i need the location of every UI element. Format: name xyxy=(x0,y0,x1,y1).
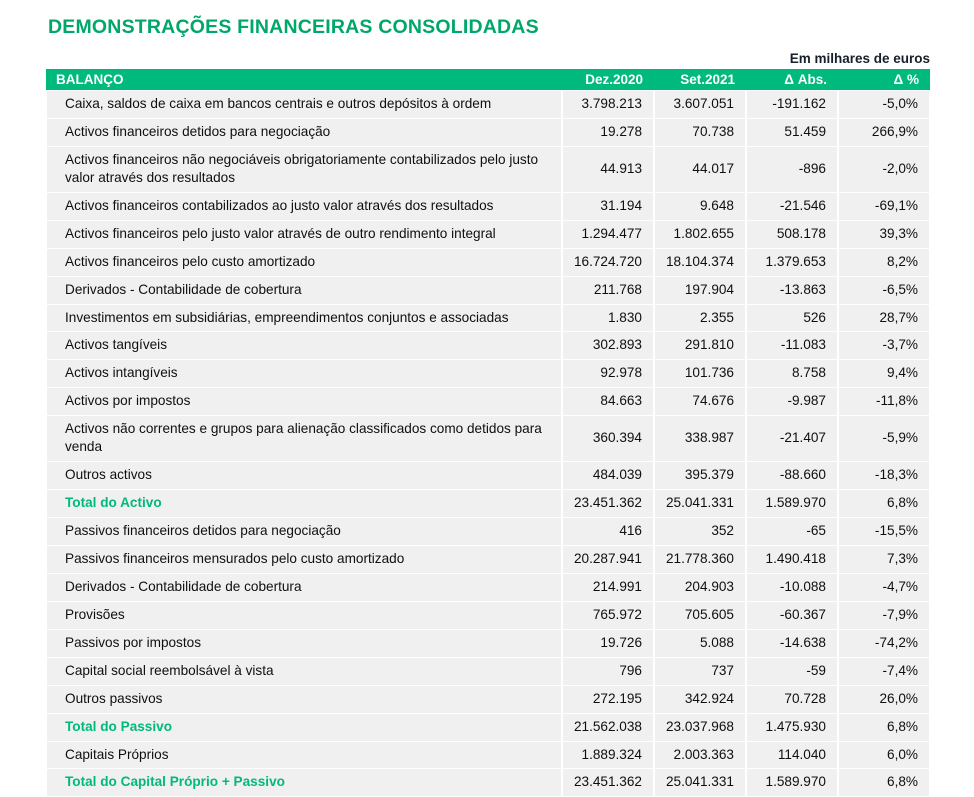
cell-delta-pct: -3,7% xyxy=(838,332,930,359)
row-label: Activos financeiros não negociáveis obrigatoriamente contabilizados pelo justo valor através dos resultados xyxy=(46,147,562,192)
cell-delta-pct: -11,8% xyxy=(838,388,930,415)
cell-dez2020: 19.278 xyxy=(562,119,654,146)
cell-dez2020: 21.562.038 xyxy=(562,714,654,741)
cell-set2021: 2.003.363 xyxy=(654,742,746,769)
cell-delta-abs: -88.660 xyxy=(746,462,838,489)
cell-delta-abs: 508.178 xyxy=(746,221,838,248)
cell-delta-abs: 526 xyxy=(746,305,838,332)
table-row xyxy=(46,574,930,601)
cell-dez2020: 1.889.324 xyxy=(562,742,654,769)
cell-delta-pct: 6,8% xyxy=(838,490,930,517)
balance-sheet-table xyxy=(46,68,930,797)
cell-dez2020: 84.663 xyxy=(562,388,654,415)
table-row xyxy=(46,221,930,248)
cell-delta-pct: 26,0% xyxy=(838,686,930,713)
cell-dez2020: 23.451.362 xyxy=(562,490,654,517)
table-row xyxy=(46,714,930,741)
row-label: Investimentos em subsidiárias, empreendimentos conjuntos e associadas xyxy=(46,305,562,332)
cell-dez2020: 3.798.213 xyxy=(562,91,654,118)
cell-dez2020: 19.726 xyxy=(562,630,654,657)
row-label: Activos tangíveis xyxy=(46,332,562,359)
cell-delta-abs: -60.367 xyxy=(746,602,838,629)
row-label: Outros passivos xyxy=(46,686,562,713)
row-label: Total do Passivo xyxy=(46,714,562,741)
cell-dez2020: 31.194 xyxy=(562,193,654,220)
cell-dez2020: 360.394 xyxy=(562,416,654,461)
row-label: Total do Capital Próprio + Passivo xyxy=(46,769,562,796)
cell-dez2020: 20.287.941 xyxy=(562,546,654,573)
units-caption: Em milhares de euros xyxy=(789,51,930,66)
cell-delta-pct: -6,5% xyxy=(838,277,930,304)
cell-delta-abs: -21.546 xyxy=(746,193,838,220)
cell-delta-pct: 6,8% xyxy=(838,769,930,796)
row-label: Passivos por impostos xyxy=(46,630,562,657)
cell-delta-pct: -5,9% xyxy=(838,416,930,461)
cell-set2021: 197.904 xyxy=(654,277,746,304)
cell-delta-abs: -11.083 xyxy=(746,332,838,359)
cell-dez2020: 484.039 xyxy=(562,462,654,489)
cell-delta-pct: -4,7% xyxy=(838,574,930,601)
row-label: Activos financeiros contabilizados ao justo valor através dos resultados xyxy=(46,193,562,220)
cell-delta-abs: 1.589.970 xyxy=(746,490,838,517)
cell-set2021: 25.041.331 xyxy=(654,769,746,796)
row-label: Activos financeiros pelo custo amortizado xyxy=(46,249,562,276)
row-label: Activos financeiros detidos para negociação xyxy=(46,119,562,146)
cell-delta-pct: 39,3% xyxy=(838,221,930,248)
cell-delta-abs: 8.758 xyxy=(746,360,838,387)
cell-set2021: 9.648 xyxy=(654,193,746,220)
cell-dez2020: 1.830 xyxy=(562,305,654,332)
cell-set2021: 395.379 xyxy=(654,462,746,489)
table-row xyxy=(46,686,930,713)
row-label: Activos não correntes e grupos para alienação classificados como detidos para venda xyxy=(46,416,562,461)
cell-dez2020: 23.451.362 xyxy=(562,769,654,796)
cell-dez2020: 214.991 xyxy=(562,574,654,601)
row-label: Activos por impostos xyxy=(46,388,562,415)
column-header-set2021: Set.2021 xyxy=(654,69,746,90)
cell-dez2020: 211.768 xyxy=(562,277,654,304)
cell-set2021: 352 xyxy=(654,518,746,545)
column-header-delta-abs: Δ Abs. xyxy=(746,69,838,90)
cell-set2021: 70.738 xyxy=(654,119,746,146)
cell-dez2020: 765.972 xyxy=(562,602,654,629)
cell-delta-abs: 51.459 xyxy=(746,119,838,146)
row-label: Outros activos xyxy=(46,462,562,489)
cell-delta-pct: 6,0% xyxy=(838,742,930,769)
cell-delta-abs: 1.490.418 xyxy=(746,546,838,573)
cell-set2021: 101.736 xyxy=(654,360,746,387)
cell-dez2020: 796 xyxy=(562,658,654,685)
cell-set2021: 25.041.331 xyxy=(654,490,746,517)
table-row xyxy=(46,769,930,796)
cell-delta-pct: -74,2% xyxy=(838,630,930,657)
cell-set2021: 74.676 xyxy=(654,388,746,415)
row-label: Caixa, saldos de caixa em bancos centrais e outros depósitos à ordem xyxy=(46,91,562,118)
row-label: Provisões xyxy=(46,602,562,629)
row-label: Passivos financeiros mensurados pelo custo amortizado xyxy=(46,546,562,573)
cell-delta-abs: 1.475.930 xyxy=(746,714,838,741)
cell-delta-pct: -7,4% xyxy=(838,658,930,685)
table-row xyxy=(46,147,930,192)
cell-delta-pct: 7,3% xyxy=(838,546,930,573)
cell-delta-abs: -65 xyxy=(746,518,838,545)
cell-set2021: 23.037.968 xyxy=(654,714,746,741)
cell-delta-abs: -14.638 xyxy=(746,630,838,657)
row-label: Derivados - Contabilidade de cobertura xyxy=(46,277,562,304)
cell-delta-abs: -13.863 xyxy=(746,277,838,304)
cell-set2021: 3.607.051 xyxy=(654,91,746,118)
table-row xyxy=(46,388,930,415)
table-row xyxy=(46,305,930,332)
cell-set2021: 1.802.655 xyxy=(654,221,746,248)
cell-delta-pct: 28,7% xyxy=(838,305,930,332)
cell-set2021: 44.017 xyxy=(654,147,746,192)
cell-delta-pct: 266,9% xyxy=(838,119,930,146)
table-row xyxy=(46,518,930,545)
cell-set2021: 2.355 xyxy=(654,305,746,332)
table-header-row xyxy=(46,69,930,90)
cell-dez2020: 44.913 xyxy=(562,147,654,192)
table-row xyxy=(46,119,930,146)
table-row xyxy=(46,332,930,359)
cell-delta-abs: -10.088 xyxy=(746,574,838,601)
table-row xyxy=(46,416,930,461)
cell-delta-pct: -15,5% xyxy=(838,518,930,545)
cell-set2021: 18.104.374 xyxy=(654,249,746,276)
table-body xyxy=(46,91,930,796)
cell-delta-pct: -18,3% xyxy=(838,462,930,489)
table-row xyxy=(46,546,930,573)
row-label: Total do Activo xyxy=(46,490,562,517)
cell-set2021: 291.810 xyxy=(654,332,746,359)
cell-delta-pct: 6,8% xyxy=(838,714,930,741)
cell-delta-abs: 1.589.970 xyxy=(746,769,838,796)
cell-delta-abs: -21.407 xyxy=(746,416,838,461)
cell-dez2020: 272.195 xyxy=(562,686,654,713)
cell-dez2020: 16.724.720 xyxy=(562,249,654,276)
cell-delta-pct: -2,0% xyxy=(838,147,930,192)
row-label: Activos intangíveis xyxy=(46,360,562,387)
table-row xyxy=(46,630,930,657)
cell-delta-abs: 70.728 xyxy=(746,686,838,713)
row-label: Capitais Próprios xyxy=(46,742,562,769)
row-label: Capital social reembolsável à vista xyxy=(46,658,562,685)
cell-set2021: 204.903 xyxy=(654,574,746,601)
cell-delta-abs: -9.987 xyxy=(746,388,838,415)
page-title: DEMONSTRAÇÕES FINANCEIRAS CONSOLIDADAS xyxy=(48,16,539,38)
cell-dez2020: 92.978 xyxy=(562,360,654,387)
cell-delta-pct: 9,4% xyxy=(838,360,930,387)
row-label: Passivos financeiros detidos para negociação xyxy=(46,518,562,545)
column-header-dez2020: Dez.2020 xyxy=(562,69,654,90)
table-row xyxy=(46,91,930,118)
cell-delta-pct: 8,2% xyxy=(838,249,930,276)
cell-delta-abs: 1.379.653 xyxy=(746,249,838,276)
cell-delta-abs: -896 xyxy=(746,147,838,192)
cell-set2021: 705.605 xyxy=(654,602,746,629)
cell-delta-abs: -191.162 xyxy=(746,91,838,118)
row-label: Derivados - Contabilidade de cobertura xyxy=(46,574,562,601)
cell-delta-abs: 114.040 xyxy=(746,742,838,769)
table-row xyxy=(46,360,930,387)
table-row xyxy=(46,658,930,685)
table-row xyxy=(46,490,930,517)
cell-set2021: 21.778.360 xyxy=(654,546,746,573)
cell-set2021: 342.924 xyxy=(654,686,746,713)
cell-delta-pct: -69,1% xyxy=(838,193,930,220)
table-header xyxy=(46,69,930,90)
table-row xyxy=(46,462,930,489)
cell-set2021: 5.088 xyxy=(654,630,746,657)
row-label: Activos financeiros pelo justo valor através de outro rendimento integral xyxy=(46,221,562,248)
cell-dez2020: 416 xyxy=(562,518,654,545)
cell-dez2020: 302.893 xyxy=(562,332,654,359)
cell-delta-abs: -59 xyxy=(746,658,838,685)
column-header-delta-pct: Δ % xyxy=(838,69,930,90)
table-row xyxy=(46,249,930,276)
cell-delta-pct: -5,0% xyxy=(838,91,930,118)
cell-set2021: 338.987 xyxy=(654,416,746,461)
column-header-balanco: BALANÇO xyxy=(46,69,562,90)
table-row xyxy=(46,602,930,629)
cell-delta-pct: -7,9% xyxy=(838,602,930,629)
table-row xyxy=(46,742,930,769)
balance-sheet-table-wrapper xyxy=(46,68,930,797)
cell-set2021: 737 xyxy=(654,658,746,685)
cell-dez2020: 1.294.477 xyxy=(562,221,654,248)
table-row xyxy=(46,277,930,304)
table-row xyxy=(46,193,930,220)
